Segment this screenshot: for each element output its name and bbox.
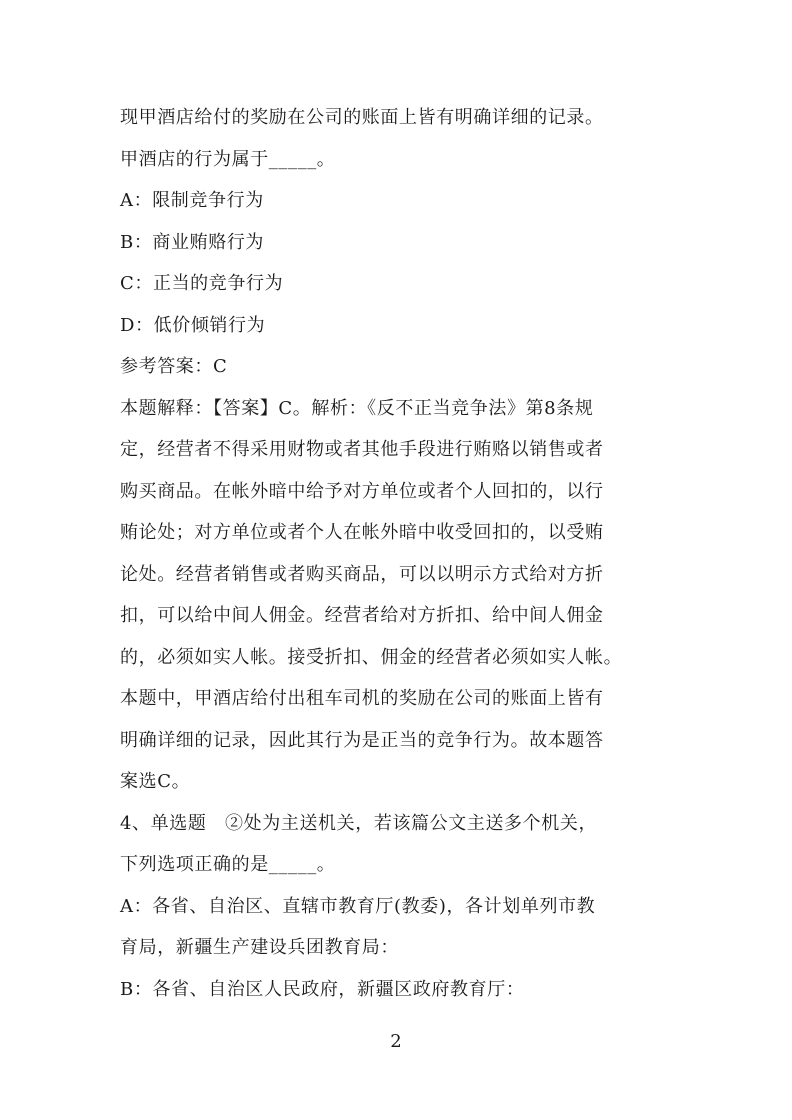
option-a-continued: 育局，新疆生产建设兵团教育局： [120, 937, 399, 958]
option-d: D：低价倾销行为 [120, 314, 266, 336]
option-a: A：各省、自治区、直辖市教育厅(教委)，各计划单列市教 [120, 895, 596, 917]
question-header: 4、单选题 ②处为主送机关，若该篇公文主送多个机关， [120, 812, 598, 834]
explanation-line: 扣，可以给中间人佣金。经营者给对方折扣、给中间人佣金 [120, 605, 604, 626]
option-b: B：各省、自治区人民政府，新疆区政府教育厅： [120, 978, 525, 1000]
reference-answer: 参考答案：C [120, 356, 228, 377]
document-body [120, 97, 672, 1010]
explanation-line: 的，必须如实人帐。接受折扣、佣金的经营者必须如实人帐。 [120, 646, 623, 668]
explanation-line: 本题解释：【答案】C。解析：《反不正当竞争法》第8条规 [120, 397, 594, 419]
explanation-line: 贿论处；对方单位或者个人在帐外暗中收受回扣的，以受贿 [120, 522, 604, 543]
explanation-line: 本题中，甲酒店给付出租车司机的奖励在公司的账面上皆有 [120, 688, 604, 709]
question-stem-line: 甲酒店的行为属于_____。 [120, 148, 336, 170]
explanation-line: 论处。经营者销售或者购买商品，可以以明示方式给对方折 [120, 563, 604, 585]
explanation-line: 案选C。 [120, 771, 191, 792]
option-b: B：商业贿赂行为 [120, 231, 265, 253]
explanation-line: 购买商品。在帐外暗中给予对方单位或者个人回扣的，以行 [120, 480, 604, 502]
option-c: C：正当的竞争行为 [120, 273, 284, 294]
option-a: A：限制竞争行为 [120, 190, 264, 211]
text-line: 现甲酒店给付的奖励在公司的账面上皆有明确详细的记录。 [120, 107, 604, 128]
explanation-line: 定，经营者不得采用财物或者其他手段进行贿赂以销售或者 [120, 439, 604, 460]
page-number: 2 [390, 1031, 402, 1052]
explanation-line: 明确详细的记录，因此其行为是正当的竞争行为。故本题答 [120, 729, 604, 751]
question-stem-line: 下列选项正确的是_____。 [120, 854, 336, 875]
